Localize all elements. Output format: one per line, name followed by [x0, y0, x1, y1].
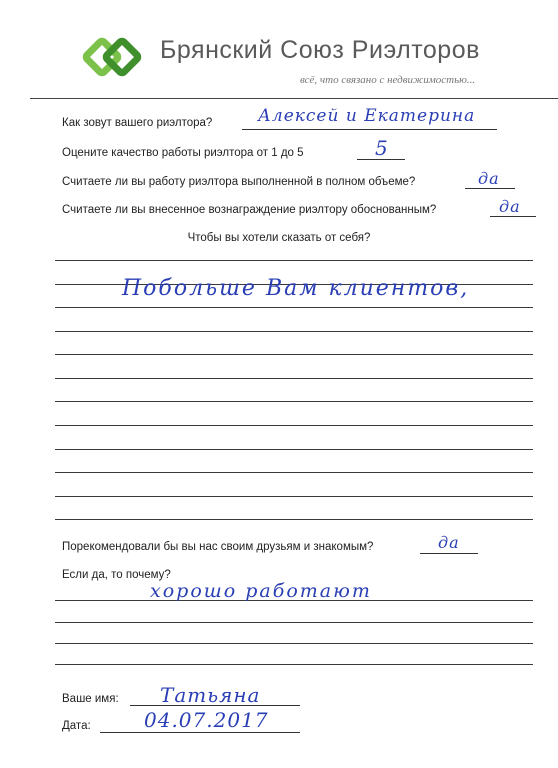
- answer-realtor-name: Алексей и Екатерина: [258, 106, 476, 126]
- brand-tagline: всё, что связано с недвижимостью...: [300, 74, 476, 86]
- answer-date: 04.07.2017: [144, 708, 269, 732]
- comment-line: [55, 496, 533, 497]
- comment-line: [55, 378, 533, 379]
- question-quality-rating: Оцените качество работы риэлтора от 1 до 5: [62, 147, 304, 159]
- comment-line: [55, 472, 533, 473]
- comment-line: [55, 331, 533, 332]
- comment-line: [55, 307, 533, 308]
- comment-line: [55, 519, 533, 520]
- answer-line-realtor-name: [242, 129, 497, 130]
- question-why: Если да, то почему?: [62, 569, 171, 581]
- answer-name: Татьяна: [160, 683, 261, 707]
- why-line: [55, 622, 533, 623]
- header-divider: [30, 98, 558, 99]
- why-line: [55, 664, 533, 665]
- why-line: [55, 643, 533, 644]
- question-realtor-name: Как зовут вашего риэлтора?: [62, 117, 213, 129]
- answer-line-fee-justified: [490, 216, 536, 217]
- question-work-completed: Считаете ли вы работу риэлтора выполненной в полном объеме?: [62, 176, 416, 188]
- date-label: Дата:: [62, 720, 91, 732]
- question-fee-justified: Считаете ли вы внесенное вознаграждение риэлтору обоснованным?: [62, 204, 437, 216]
- answer-work-completed: да: [478, 169, 500, 188]
- answer-line-date: [100, 732, 300, 733]
- answer-comments: Побольше Вам клиентов,: [122, 276, 470, 301]
- answer-why: хорошо работают: [150, 580, 372, 602]
- comment-line: [55, 401, 533, 402]
- answer-recommend: да: [438, 533, 460, 552]
- question-recommend: Порекомендовали бы вы нас своим друзьям и знакомым?: [62, 541, 374, 553]
- answer-line-work-completed: [465, 188, 515, 189]
- comment-line: [55, 449, 533, 450]
- name-label: Ваше имя:: [62, 693, 119, 705]
- answer-fee-justified: да: [499, 197, 521, 216]
- answer-quality-rating: 5: [375, 136, 389, 160]
- comment-line: [55, 425, 533, 426]
- answer-line-recommend: [420, 553, 478, 554]
- question-comments: Чтобы вы хотели сказать от себя?: [187, 232, 371, 244]
- comment-line: [55, 354, 533, 355]
- comment-line: [55, 260, 533, 261]
- brand-title: Брянский Союз Риэлторов: [160, 36, 480, 64]
- logo-icon: [82, 33, 146, 81]
